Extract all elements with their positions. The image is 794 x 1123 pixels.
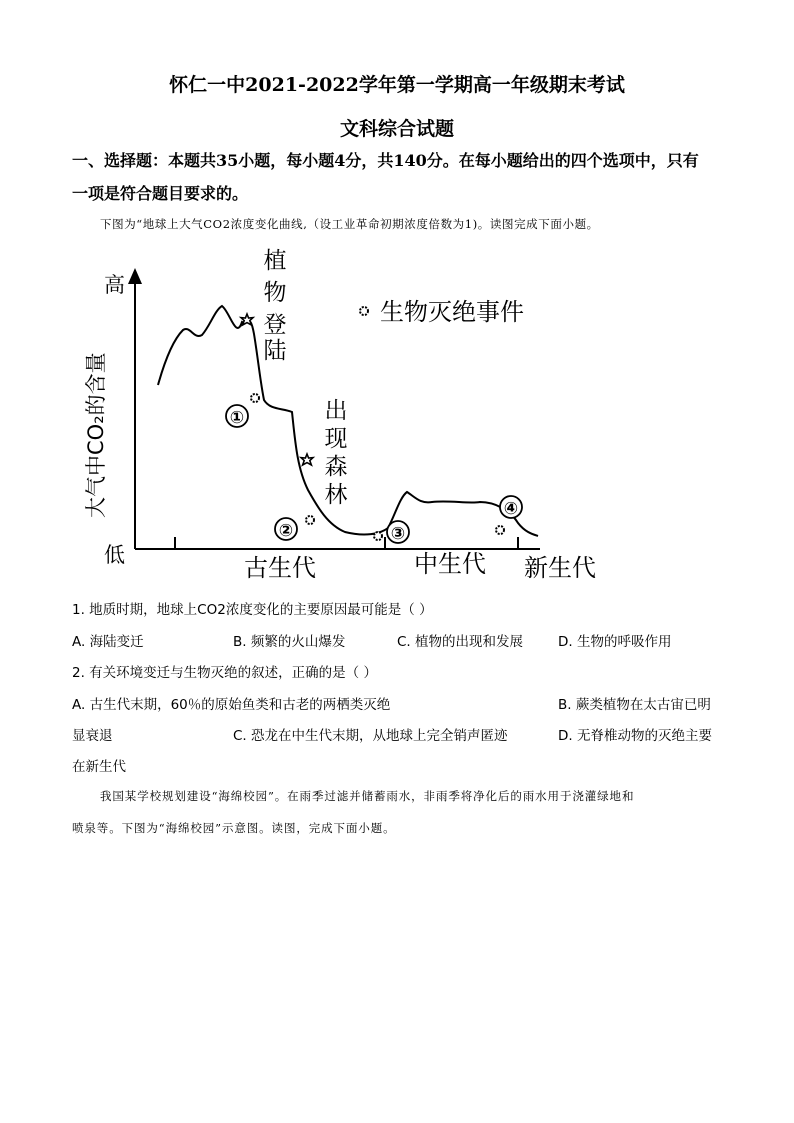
figure-intro: 下图为“地球上大气CO2浓度变化曲线,（设工业革命初期浓度倍数为1)。读图完成下面小题。 bbox=[100, 217, 599, 231]
y-high-label: 高 bbox=[104, 273, 125, 297]
q2-option-b-continued: 显衰退 bbox=[72, 728, 113, 744]
exam-subtitle: 文科综合试题 bbox=[339, 118, 454, 140]
extinction-marker-4 bbox=[496, 526, 504, 534]
legend-label: 生物灭绝事件 bbox=[380, 298, 524, 326]
marker-label-2: ② bbox=[278, 521, 294, 541]
marker-label-4: ④ bbox=[503, 499, 519, 519]
forest-star-icon bbox=[301, 454, 313, 465]
extinction-event-icon bbox=[360, 307, 368, 315]
exam-title: 怀仁一中2021-2022学年第一学期高一年级期末考试 bbox=[169, 74, 625, 96]
extinction-marker-1 bbox=[251, 394, 259, 402]
co2-curve bbox=[158, 306, 538, 536]
q1-stem: 1. 地质时期，地球上CO2浓度变化的主要原因最可能是（ ） bbox=[72, 602, 433, 618]
section-instructions-line2: 一项是符合题目要求的。 bbox=[72, 184, 249, 203]
label-forest-2: 现 bbox=[324, 426, 348, 452]
q2-option-a[interactable]: A. 古生代末期，60％的原始鱼类和古老的两栖类灭绝 bbox=[72, 697, 391, 713]
y-low-label: 低 bbox=[104, 543, 125, 567]
q2-option-c[interactable]: C. 恐龙在中生代末期，从地球上完全销声匿迹 bbox=[233, 728, 508, 744]
q2-option-d-continued: 在新生代 bbox=[72, 759, 126, 775]
q1-option-a[interactable]: A. 海陆变迁 bbox=[72, 634, 144, 650]
passage-line2: 喷泉等。下图为“海绵校园”示意图。读图，完成下面小题。 bbox=[72, 821, 396, 835]
extinction-marker-2 bbox=[306, 516, 314, 524]
marker-label-3: ③ bbox=[390, 524, 406, 544]
label-forest-3: 森 bbox=[324, 454, 348, 480]
label-forest-4: 林 bbox=[324, 482, 348, 508]
section-instructions-line1: 一、选择题：本题共35小题，每小题4分，共140分。在每小题给出的四个选项中，只有 bbox=[72, 151, 699, 170]
label-plants-land-4: 陆 bbox=[263, 338, 287, 364]
label-plants-land-2: 物 bbox=[263, 280, 287, 306]
marker-label-1: ① bbox=[229, 408, 245, 428]
q2-option-d[interactable]: D. 无脊椎动物的灭绝主要 bbox=[558, 728, 712, 744]
label-forest-1: 出 bbox=[324, 398, 348, 424]
label-plants-land-3: 登 bbox=[263, 312, 287, 338]
era-label-mesozoic: 中生代 bbox=[414, 550, 486, 578]
passage-line1: 我国某学校规划建设“海绵校园”。在雨季过滤并储蓄雨水，非雨季将净化后的雨水用于浇灌绿地和 bbox=[100, 789, 635, 803]
extinction-marker-3 bbox=[374, 532, 382, 540]
q1-option-c[interactable]: C. 植物的出现和发展 bbox=[397, 634, 524, 650]
era-label-cenozoic: 新生代 bbox=[524, 554, 596, 582]
era-label-paleozoic: 古生代 bbox=[244, 554, 316, 582]
y-axis-label: 大气中CO₂的含量 bbox=[84, 352, 108, 518]
q2-stem: 2. 有关环境变迁与生物灭绝的叙述，正确的是（ ） bbox=[72, 665, 377, 681]
q2-option-b[interactable]: B. 蕨类植物在太古宙已明 bbox=[558, 697, 711, 713]
label-plants-land-1: 植 bbox=[263, 248, 287, 274]
q1-option-d[interactable]: D. 生物的呼吸作用 bbox=[558, 634, 672, 650]
q1-option-b[interactable]: B. 频繁的火山爆发 bbox=[233, 634, 346, 650]
co2-curve-figure bbox=[70, 240, 630, 585]
y-axis-arrow bbox=[128, 268, 142, 284]
plants-land-star-icon bbox=[241, 314, 253, 325]
